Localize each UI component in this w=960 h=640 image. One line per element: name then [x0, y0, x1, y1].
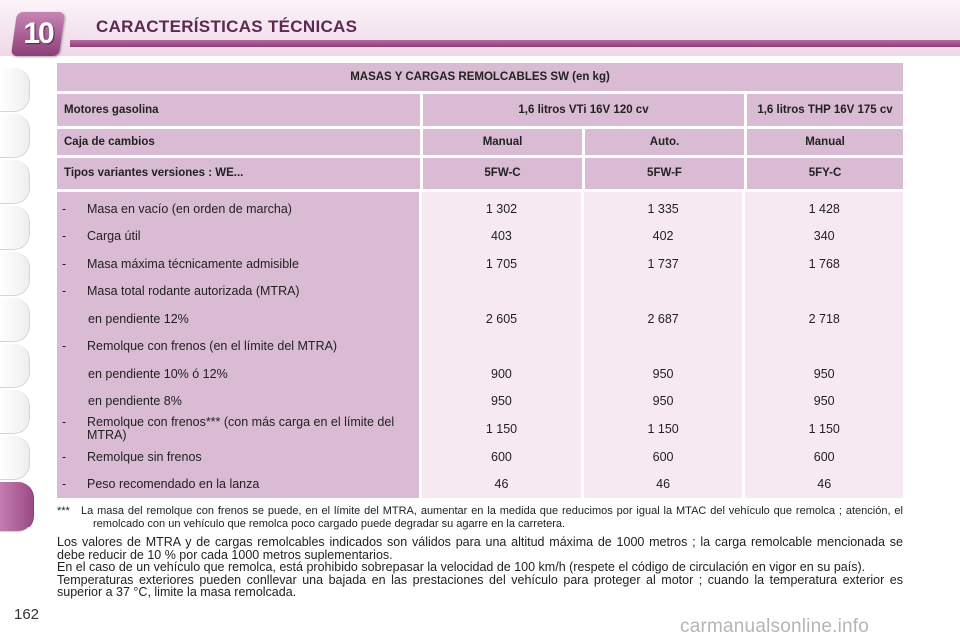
- gearbox-header-row: [57, 129, 903, 155]
- table-row-label: - Masa máxima técnicamente admisible: [62, 256, 299, 271]
- gearbox-value: Auto.: [585, 129, 744, 155]
- table-cell: 600: [491, 449, 512, 464]
- chapter-tab-6[interactable]: [0, 298, 30, 342]
- table-row-label: - Masa total rodante autorizada (MTRA): [62, 284, 300, 299]
- paragraph: Los valores de MTRA y de cargas remolcables indicados son válidos para una altitud máxima de 1000 metros ; la carga remolcable mencionada se debe reducir de 10 % por cada 1000 metros suplementarios.: [57, 535, 903, 562]
- engine-2: 1,6 litros THP 16V 175 cv: [747, 94, 903, 126]
- table-row-label: - Remolque con frenos*** (con más carga en el límite del MTRA): [62, 415, 395, 442]
- chapter-tab-4[interactable]: [0, 206, 30, 250]
- gearbox-label: Caja de cambios: [57, 129, 420, 155]
- table-row-label: en pendiente 10% ó 12%: [88, 366, 228, 381]
- data-column-5fw-f: [584, 192, 743, 498]
- variant-value: 5FW-C: [423, 158, 582, 189]
- paragraph: En el caso de un vehículo que remolca, está prohibido sobrepasar la velocidad de 100 km/h (respete el código de circulación en vigor en su país).: [57, 560, 866, 575]
- chapter-tab-8[interactable]: [0, 390, 30, 434]
- table-row-label: - Carga útil: [62, 229, 141, 244]
- table-cell: 1 705: [485, 256, 518, 271]
- table-cell: 900: [491, 366, 512, 381]
- chapter-tab-9[interactable]: [0, 436, 30, 480]
- paragraph: Temperaturas exteriores pueden conllevar una bajada en las prestaciones del vehículo para proteger al motor ; cuando la temperatura exterior es superior a 37 °C, limite la masa remolcada.: [57, 572, 903, 600]
- data-column-5fy-c: [745, 192, 903, 498]
- table-cell: 1 768: [808, 256, 840, 271]
- table-row-label: en pendiente 12%: [88, 311, 189, 326]
- table-cell: [422, 333, 581, 361]
- table-title: MASAS Y CARGAS REMOLCABLES SW (en kg): [57, 63, 903, 91]
- engine-1: 1,6 litros VTi 16V 120 cv: [423, 94, 744, 126]
- chapter-number: 10: [23, 17, 53, 50]
- table-cell: 1 150: [647, 422, 679, 436]
- row-labels-column: [57, 192, 419, 498]
- table-cell: [584, 333, 743, 361]
- table-cell: 950: [491, 394, 512, 409]
- chapter-tab-7[interactable]: [0, 344, 30, 388]
- chapter-tab-2[interactable]: [0, 114, 30, 158]
- table-cell: 1 150: [808, 422, 840, 436]
- table-cell: 1 302: [485, 201, 518, 216]
- footnote-marker: ***: [57, 505, 70, 517]
- towing-weights-table: [57, 63, 903, 498]
- gearbox-value: Manual: [423, 129, 582, 155]
- table-cell: 46: [494, 477, 509, 492]
- chapter-tab-3[interactable]: [0, 160, 30, 204]
- variant-value: 5FY-C: [747, 158, 903, 189]
- table-body: [57, 192, 903, 498]
- table-cell: 2 687: [647, 311, 679, 326]
- data-column-5fw-c: [422, 192, 581, 498]
- chapter-tab-5[interactable]: [0, 252, 30, 296]
- chapter-tab-10-active[interactable]: [0, 482, 34, 532]
- body-text: [57, 536, 903, 599]
- table-cell: 600: [813, 449, 835, 464]
- table-cell: 403: [491, 229, 512, 244]
- engine-label: Motores gasolina: [57, 94, 420, 126]
- table-row-label: - Peso recomendado en la lanza: [62, 477, 260, 492]
- table-cell: [422, 278, 581, 306]
- table-cell: 46: [656, 477, 671, 492]
- table-cell: 340: [813, 229, 835, 244]
- table-row-label: - Remolque sin frenos: [62, 449, 202, 464]
- table-cell: 600: [652, 449, 674, 464]
- engine-header-row: [57, 94, 903, 126]
- table-row-label: - Remolque con frenos (en el límite del MTRA): [62, 339, 338, 354]
- table-cell: 1 335: [647, 201, 679, 216]
- table-cell: 46: [817, 477, 832, 492]
- table-row-label: en pendiente 8%: [88, 394, 182, 409]
- table-cell: 950: [652, 366, 674, 381]
- table-cell: 402: [652, 229, 674, 244]
- variants-label: Tipos variantes versiones : WE...: [57, 158, 420, 189]
- footnote-text: La masa del remolque con frenos se puede, en el límite del MTRA, aumentar en la medida que reducimos por igual la MTAC del vehículo que remolca ; atención, el remolcado con un vehículo que remolca poco cargado puede degradar su agarre en la carretera.: [81, 505, 903, 530]
- page-number: 162: [14, 606, 40, 623]
- footnote: [57, 505, 903, 531]
- table-row-label: - Masa en vacío (en orden de marcha): [62, 201, 292, 216]
- variant-value: 5FW-F: [585, 158, 744, 189]
- header-rule: [70, 40, 960, 47]
- page-title: CARACTERÍSTICAS TÉCNICAS: [96, 17, 358, 36]
- table-cell: 950: [652, 394, 674, 409]
- table-cell: 2 605: [485, 311, 518, 326]
- table-cell: 1 737: [647, 256, 679, 271]
- table-cell: 950: [813, 366, 835, 381]
- table-cell: 2 718: [808, 311, 840, 326]
- table-cell: [745, 278, 903, 306]
- gearbox-value: Manual: [747, 129, 903, 155]
- chapter-tabs: [0, 68, 34, 534]
- table-cell: [584, 278, 743, 306]
- table-cell: 1 428: [808, 201, 840, 216]
- table-cell: 1 150: [485, 422, 518, 436]
- table-cell: 950: [813, 394, 835, 409]
- variants-header-row: [57, 158, 903, 189]
- table-cell: [745, 333, 903, 361]
- watermark: carmanualsonline.info: [680, 616, 870, 637]
- chapter-tab-1[interactable]: [0, 68, 30, 112]
